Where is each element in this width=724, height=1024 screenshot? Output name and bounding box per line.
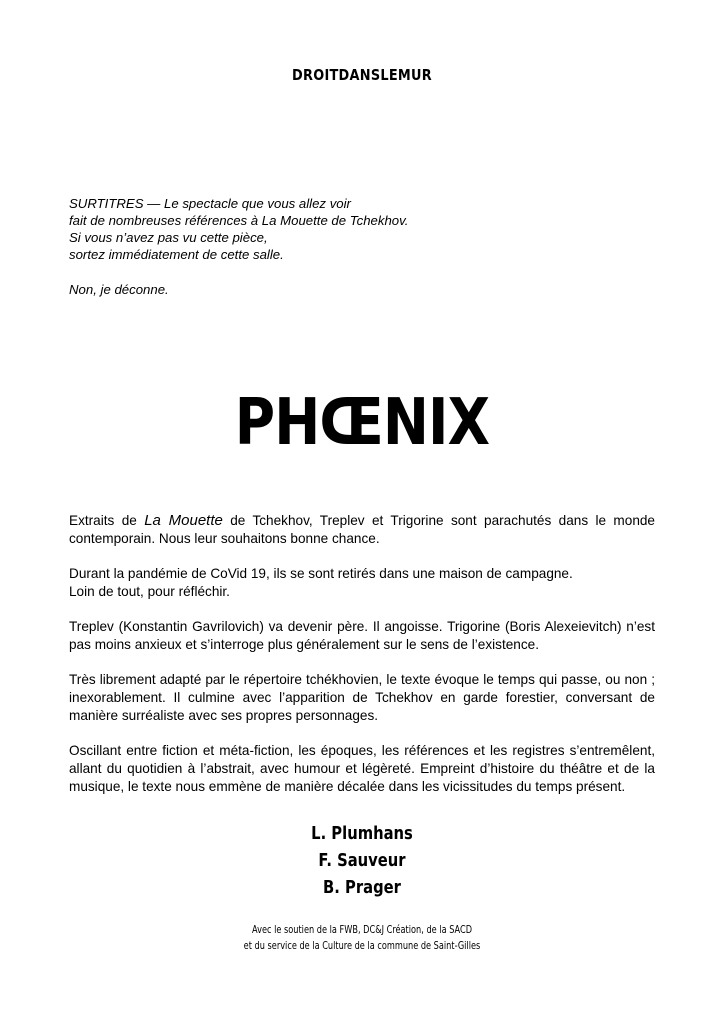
show-title: PHŒNIX <box>234 386 490 460</box>
company-name: DROITDANSLEMUR <box>292 66 432 84</box>
author-name: F. Sauveur <box>318 850 406 871</box>
paragraph-adaptation: Très librement adapté par le répertoire tchékhovien, le texte évoque le temps qui passe, ou non ; inexorablement. Il culmine avec l’apparition de Tchekhov en garde forestier, conversant de manière surréaliste avec ses propres personnages. <box>69 672 655 723</box>
description-body <box>69 512 655 813</box>
surtitres-line: SURTITRES — Le spectacle que vous allez voir <box>69 196 351 211</box>
author-name: L. Plumhans <box>311 823 413 844</box>
paragraph-pandemic <box>69 565 655 601</box>
pandemic-line-2: Loin de tout, pour réfléchir. <box>69 584 230 599</box>
author-name: B. Prager <box>323 877 401 898</box>
intro-italic-title: La Mouette <box>144 512 223 529</box>
paragraph-characters: Treplev (Konstantin Gavrilovich) va devenir père. Il angoisse. Trigorine (Boris Alexeievitch) n’est pas moins anxieux et s’interroge plus généralement sur le sens de l’existence. <box>69 619 655 652</box>
pandemic-line-1: Durant la pandémie de CoVid 19, ils se sont retirés dans une maison de campagne. <box>69 566 573 581</box>
support-line-2: et du service de la Culture de la commune de Saint-Gilles <box>243 940 481 952</box>
surtitres-joke: Non, je déconne. <box>69 282 169 297</box>
support-credits <box>80 922 645 954</box>
intro-suffix: de Tchekhov, Treplev et Trigorine sont parachutés dans le monde contemporain. Nous leur souhaitons bonne chance. <box>69 513 655 546</box>
paragraph-intro <box>69 512 655 548</box>
surtitres-line: sortez immédiatement de cette salle. <box>69 247 284 262</box>
intro-prefix: Extraits de <box>69 513 145 528</box>
surtitres-block <box>69 195 669 298</box>
authors-list <box>65 820 659 901</box>
surtitres-line: Si vous n’avez pas vu cette pièce, <box>69 230 268 245</box>
paragraph-fiction: Oscillant entre fiction et méta-fiction, les époques, les références et les registres s’entremêlent, allant du quotidien à l’abstrait, avec humour et légèreté. Empreint d’histoire du théâtre et de la musique, le texte nous emmène de manière décalée dans les vicissitudes du temps présent. <box>69 743 655 794</box>
surtitres-line: fait de nombreuses références à La Mouette de Tchekhov. <box>69 213 409 228</box>
support-line-1: Avec le soutien de la FWB, DC&J Création, de la SACD <box>251 924 473 936</box>
